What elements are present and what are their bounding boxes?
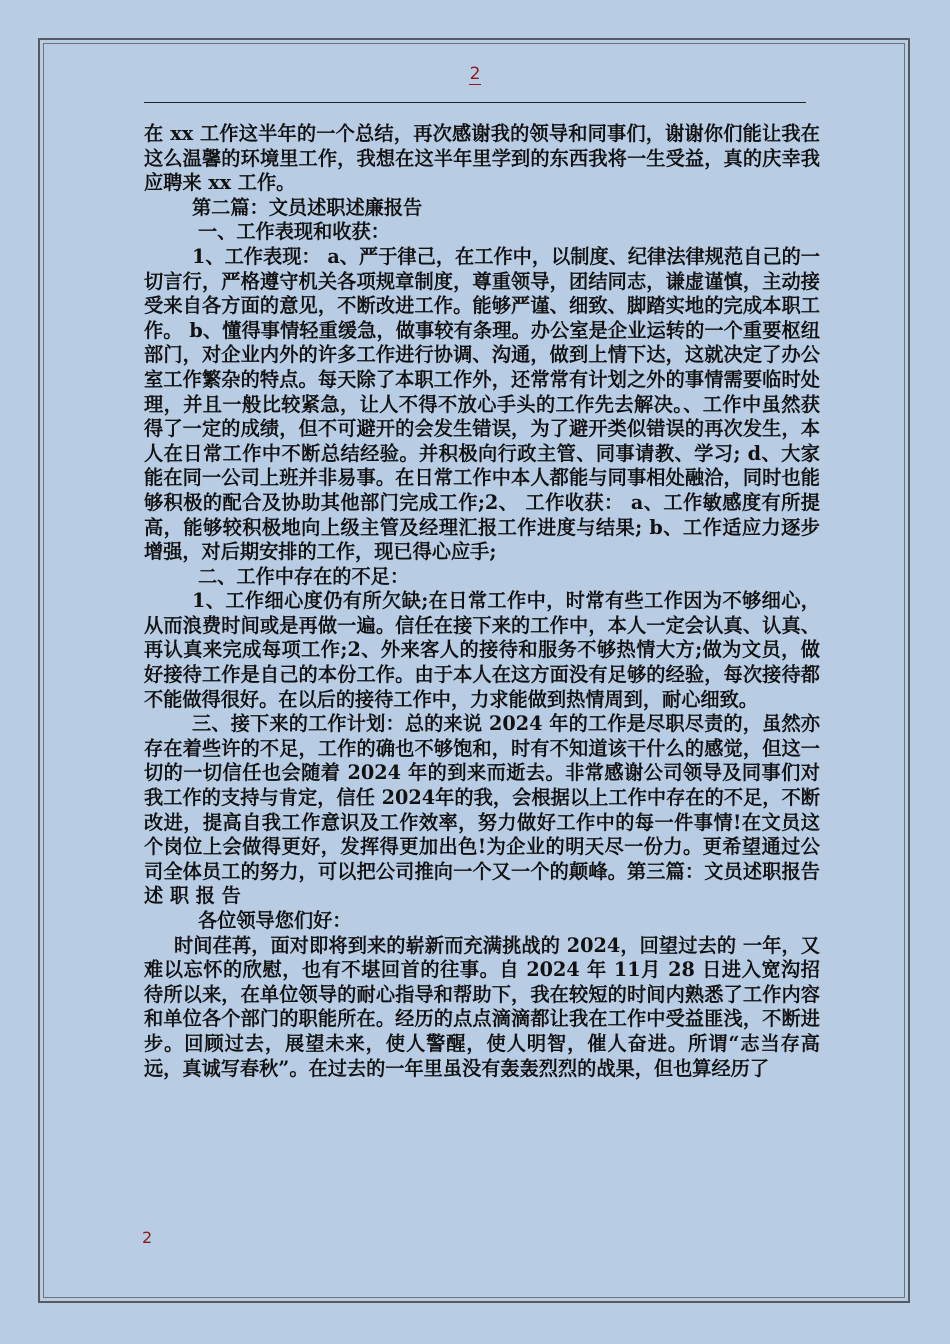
paragraph-shortcomings: 1、工作细心度仍有所欠缺;在日常工作中，时常有些工作因为不够细心，从而浪费时间或是再做一遍。信任在接下来的工作中，本人一定会认真、认真、再认真来完成每项工作;2、外来客人的接待和服务不够热情大方;做为文员，做好接待工作是自己的本份工作。由于本人在这方面没有足够的经验，每次接待都不能做得很好。在以后的接待工作中，力求能做到热情周到，耐心细致。 xyxy=(144,589,820,711)
paragraph-performance: 1、工作表现： a、严于律己，在工作中，以制度、纪律法律规范自己的一切言行，严格遵守机关各项规章制度，尊重领导，团结同志，谦虚谨慎，主动接受来自各方面的意见，不断改进工作。能够严谨、细致、脚踏实地的完成本职工作。 b、懂得事情轻重缓急，做事较有条理。办公室是企业运转的一个重要枢纽部门，对企业内外的许多工作进行协调、沟通，做到上情下达，这就决定了办公室工作繁杂的特点。每天除了本职工作外，还常常有计划之外的事情需要临时处理，并且一般比较紧急，让人不得不放心手头的工作先去解决。、工作中虽然获得了一定的成绩，但不可避开的会发生错误，为了避开类似错误的再次发生，本人在日常工作中不断总结经验。并积极向行政主管、同事请教、学习; d、大家能在同一公司上班并非易事。在日常工作中本人都能与同事相处融洽，同时也能够积极的配合及协助其他部门完成工作;2、 工作收获： a、工作敏感度有所提高，能够较积极地向上级主管及经理汇报工作进度与结果; b、工作适应力逐步增强，对后期安排的工作，现已得心应手; xyxy=(144,244,820,564)
paragraph-plan: 三、接下来的工作计划：总的来说 2024 年的工作是尽职尽责的，虽然亦存在着些许的不足，工作的确也不够饱和，时有不知道该干什么的感觉，但这一切的一切信任也会随着 2024 年的到来而逝去。非常感谢公司领导及同事们对我工作的支持与肯定，信任 2024年的我，会根据以上工作中存在的不足，不断改进，提高自我工作意识及工作效率，努力做好工作中的每一件事情!在文员这个岗位上会做得更好，发挥得更加出色!为企业的明天尽一份力。更希望通过公司全体员工的努力，可以把公司推向一个又一个的颠峰。第三篇：文员述职报告述 职 报 告 xyxy=(144,712,820,908)
greeting: 各位领导您们好： xyxy=(198,909,352,932)
heading-shortcomings: 二、工作中存在的不足： xyxy=(198,564,410,588)
footer-page-number: 2 xyxy=(142,1228,153,1247)
header-page-number xyxy=(0,64,950,84)
document-body xyxy=(144,122,820,1081)
header-rule xyxy=(144,102,806,103)
heading-performance: 一、工作表现和收获： xyxy=(198,220,390,244)
paragraph-review: 时间荏苒，面对即将到来的崭新而充满挑战的 2024，回望过去的 一年，又难以忘怀的欣慰，也有不堪回首的往事。自 2024 年 11月 28 日进入宽沟招待所以来，在单位领导的耐心指导和帮助下，我在较短的时间内熟悉了工作内容和单位各个部门的职能所在。经历的点点滴滴都让我在工作中受益匪浅，不断进步。回顾过去，展望未来，使人警醒，使人明智，催人奋进。所谓“志当存高远，真诚写春秋”。在过去的一年里虽没有轰轰烈烈的战果，但也算经历了 xyxy=(144,933,820,1080)
header-page-number-text: 2 xyxy=(469,64,481,84)
section-title-part-two: 第二篇：文员述职述廉报告 xyxy=(192,195,423,219)
paragraph-summary: 在 xx 工作这半年的一个总结，再次感谢我的领导和同事们，谢谢你们能让我在这么温馨的环境里工作，我想在这半年里学到的东西我将一生受益，真的庆幸我应聘来 xx 工作。 xyxy=(144,122,820,195)
